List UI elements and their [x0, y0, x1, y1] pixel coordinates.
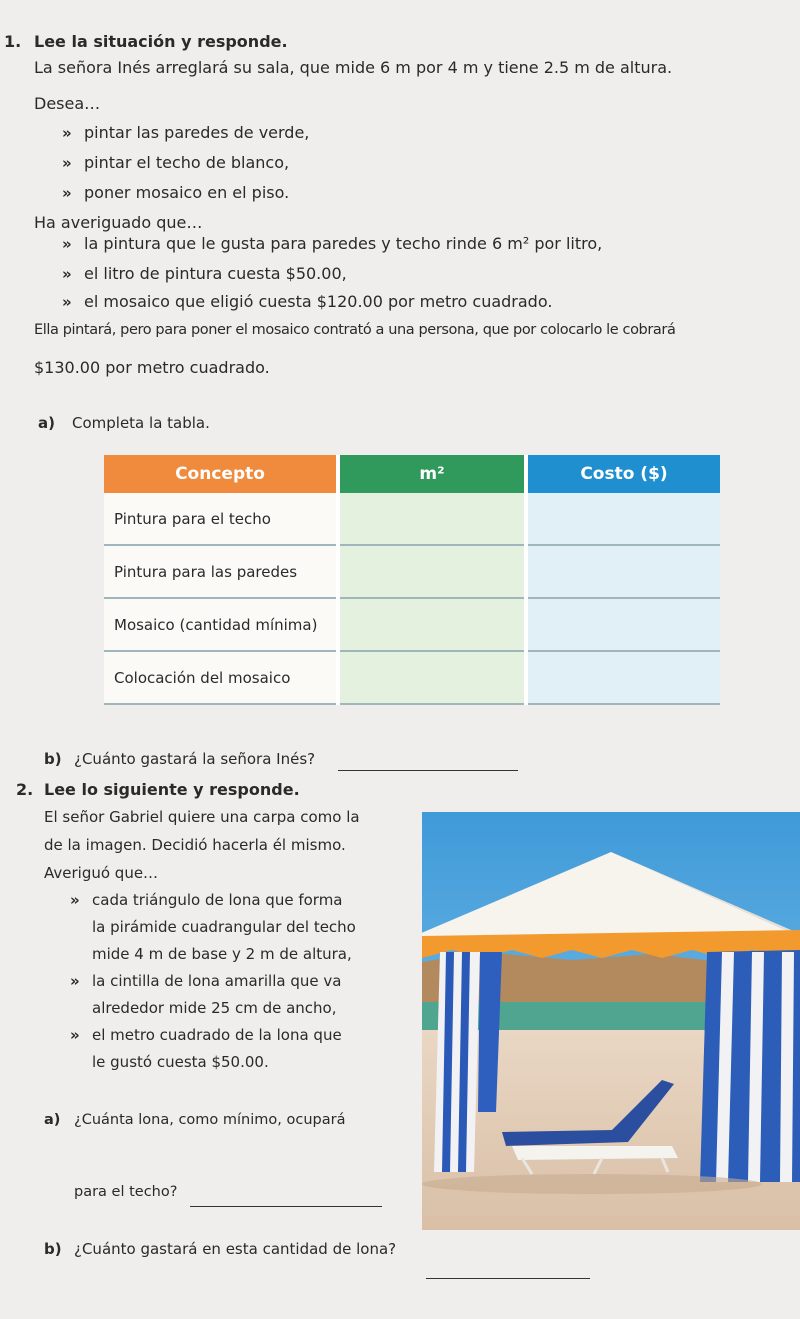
table-row [104, 545, 720, 598]
answer-blank-lona[interactable] [190, 1190, 382, 1207]
m2-input-cell[interactable] [338, 651, 526, 704]
bullet-icon: » [70, 891, 80, 909]
q1-fact-item: » el litro de pintura cuesta $50.00, [62, 264, 347, 283]
header-m2: m² [338, 455, 526, 493]
bullet-icon: » [62, 124, 72, 142]
header-concepto: Concepto [104, 455, 338, 493]
q2-title: Lee lo siguiente y responde. [44, 780, 300, 799]
q1-part-a-letter: a) [38, 414, 55, 432]
table-row [104, 651, 720, 704]
cost-table [104, 455, 720, 705]
q2-part-a-line2: para el techo? [74, 1184, 178, 1200]
q2-fact-line: alrededor mide 25 cm de ancho, [92, 999, 337, 1017]
bullet-icon: » [62, 154, 72, 172]
q2-intro-line: El señor Gabriel quiere una carpa como la [44, 808, 360, 826]
answer-blank-gasto[interactable] [426, 1262, 590, 1279]
table-row [104, 493, 720, 545]
answer-blank-total[interactable] [338, 754, 518, 771]
q2-intro-line: de la imagen. Decidió hacerla él mismo. [44, 836, 346, 854]
q1-part-a-text: Completa la tabla. [72, 414, 210, 432]
bullet-icon: » [62, 235, 72, 253]
q2-averiguo: Averiguó que… [44, 864, 159, 882]
q1-part-b-letter: b) [44, 750, 62, 768]
q2-number: 2. [16, 780, 34, 799]
bullet-icon: » [62, 293, 72, 311]
q1-desea: Desea… [34, 94, 101, 113]
table-row [104, 598, 720, 651]
m2-input-cell[interactable] [338, 493, 526, 545]
cost-input-cell[interactable] [526, 651, 720, 704]
q2-fact-line: mide 4 m de base y 2 m de altura, [92, 945, 352, 963]
header-costo: Costo ($) [526, 455, 720, 493]
q1-wish-item: » poner mosaico en el piso. [62, 183, 290, 202]
m2-input-cell[interactable] [338, 598, 526, 651]
bullet-icon: » [70, 972, 80, 990]
q2-fact-line: le gustó cuesta $50.00. [92, 1053, 269, 1071]
row-label-colocacion: Colocación del mosaico [104, 651, 338, 704]
q1-part-b-text: ¿Cuánto gastará la señora Inés? [74, 750, 316, 768]
q1-wish-item: » pintar el techo de blanco, [62, 153, 290, 172]
q2-part-a-line1: ¿Cuánta lona, como mínimo, ocupará [74, 1112, 346, 1128]
bullet-icon: » [70, 1026, 80, 1044]
bullet-icon: » [62, 265, 72, 283]
row-label-mosaico: Mosaico (cantidad mínima) [104, 598, 338, 651]
bullet-icon: » [62, 184, 72, 202]
q1-closing-line1: Ella pintará, pero para poner el mosaico contrató a una persona, que por colocarlo le cobrará [34, 322, 676, 338]
table-header-row [104, 455, 720, 493]
q2-fact-line: la pirámide cuadrangular del techo [92, 918, 356, 936]
q1-fact-item: » el mosaico que eligió cuesta $120.00 por metro cuadrado. [62, 292, 553, 311]
m2-input-cell[interactable] [338, 545, 526, 598]
q1-averiguado: Ha averiguado que… [34, 213, 203, 232]
cost-input-cell[interactable] [526, 598, 720, 651]
q2-part-b-text: ¿Cuánto gastará en esta cantidad de lona? [74, 1240, 397, 1258]
q2-fact-item: » la cintilla de lona amarilla que va [70, 972, 342, 990]
q1-fact-item: » la pintura que le gusta para paredes y techo rinde 6 m² por litro, [62, 234, 603, 253]
cost-input-cell[interactable] [526, 545, 720, 598]
q1-number: 1. [4, 32, 22, 51]
q2-fact-item: » el metro cuadrado de la lona que [70, 1026, 342, 1044]
cost-input-cell[interactable] [526, 493, 720, 545]
row-label-paredes: Pintura para las paredes [104, 545, 338, 598]
q1-intro: La señora Inés arreglará su sala, que mide 6 m por 4 m y tiene 2.5 m de altura. [34, 58, 673, 77]
q2-part-b-letter: b) [44, 1240, 62, 1258]
row-label-techo: Pintura para el techo [104, 493, 338, 545]
q1-closing-line2: $130.00 por metro cuadrado. [34, 358, 270, 377]
q2-part-a-letter: a) [44, 1112, 61, 1128]
q1-title: Lee la situación y responde. [34, 32, 288, 51]
q2-fact-item: » cada triángulo de lona que forma [70, 891, 343, 909]
q1-wish-item: » pintar las paredes de verde, [62, 123, 310, 142]
beach-tent-photo [422, 812, 800, 1230]
